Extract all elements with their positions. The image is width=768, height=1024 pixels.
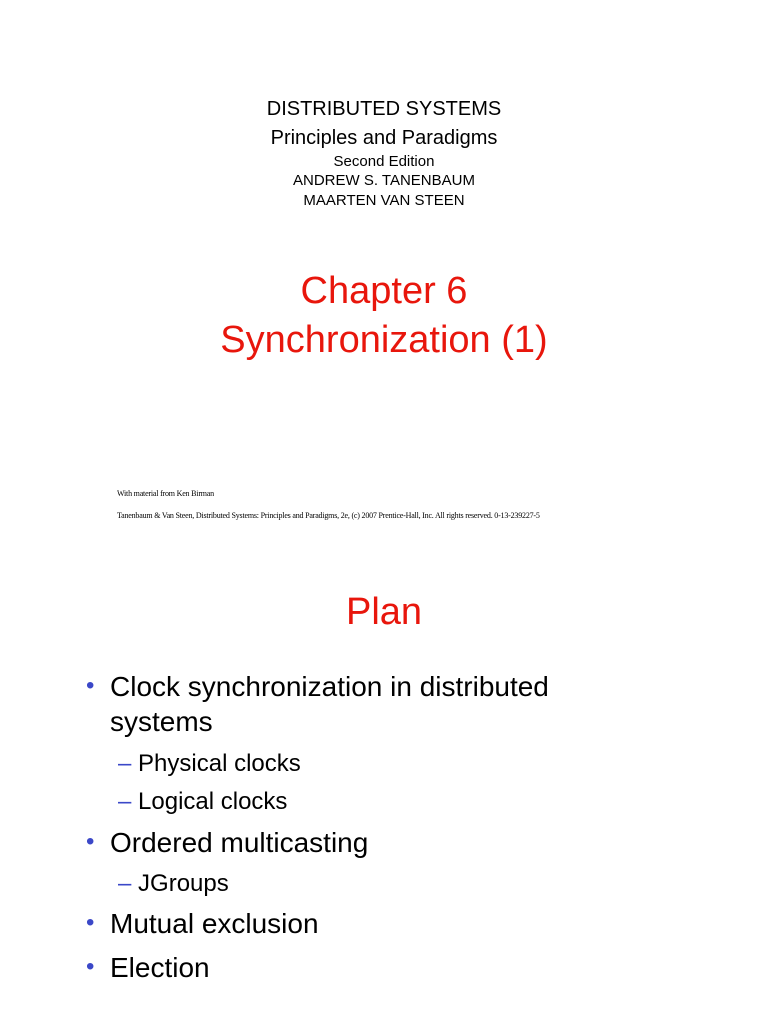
plan-slide bbox=[0, 545, 768, 1024]
slide-title: Plan bbox=[345, 591, 423, 633]
bullet-icon: • bbox=[86, 828, 95, 855]
chapter-title: Synchronization (1) bbox=[220, 319, 548, 361]
sub-list-item bbox=[118, 750, 301, 778]
sub-list-item-text: Physical clocks bbox=[138, 750, 301, 777]
list-item-text: Ordered multicasting bbox=[110, 827, 369, 858]
sub-list-item-text: Logical clocks bbox=[138, 788, 288, 815]
bullet-icon: • bbox=[86, 672, 95, 699]
dash-icon: – bbox=[118, 870, 132, 897]
list-item-text: Clock synchronization in distributed bbox=[110, 671, 549, 702]
bullet-icon: • bbox=[86, 953, 95, 980]
book-title: DISTRIBUTED SYSTEMS bbox=[266, 98, 502, 120]
book-subtitle: Principles and Paradigms bbox=[270, 127, 498, 149]
author-name: ANDREW S. TANENBAUM bbox=[293, 172, 475, 189]
dash-icon: – bbox=[118, 750, 132, 777]
bullet-list bbox=[0, 545, 768, 1024]
list-item-text: Election bbox=[110, 952, 210, 983]
sub-list-item bbox=[118, 788, 287, 816]
sub-list-item-text: JGroups bbox=[138, 870, 229, 897]
sub-list-item bbox=[118, 870, 229, 898]
list-item-text: Mutual exclusion bbox=[110, 908, 319, 939]
dash-icon: – bbox=[118, 788, 132, 815]
credit-note: With material from Ken Birman bbox=[117, 489, 214, 498]
copyright-note: Tanenbaum & Van Steen, Distributed Systems: Principles and Paradigms, 2e, (c) 2007 Prentice-Hall, Inc. All rights reserved. 0-13-239227-5 bbox=[117, 511, 540, 520]
edition-label: Second Edition bbox=[333, 153, 435, 170]
list-item-text: systems bbox=[110, 706, 213, 737]
author-name: MAARTEN VAN STEEN bbox=[303, 192, 465, 209]
chapter-number: Chapter 6 bbox=[300, 270, 468, 312]
bullet-icon: • bbox=[86, 909, 95, 936]
